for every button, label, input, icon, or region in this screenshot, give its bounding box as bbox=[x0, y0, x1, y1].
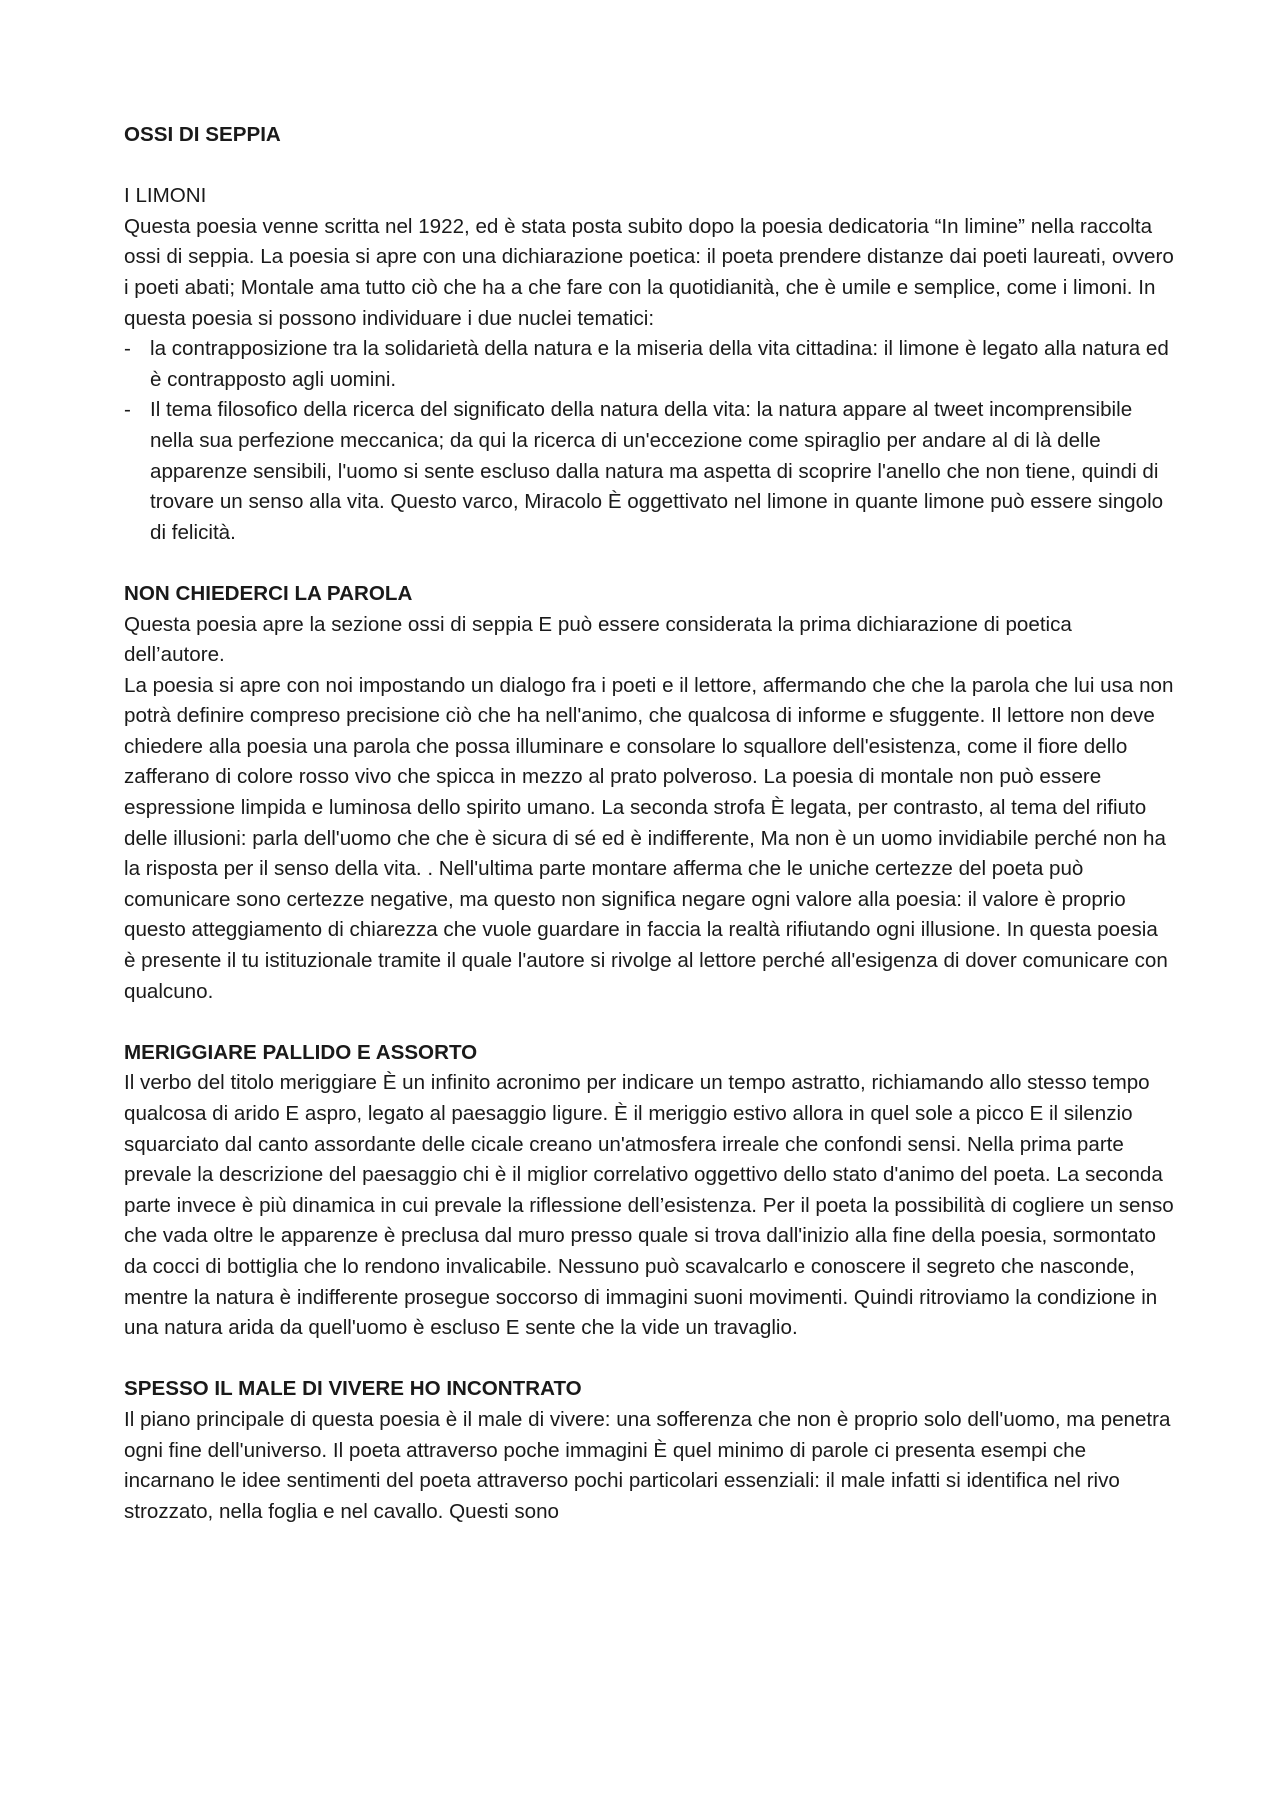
bullet-dash: - bbox=[124, 398, 131, 422]
section-paragraph: Il verbo del titolo meriggiare È un infinito acronimo per indicare un tempo astratto, richiamando allo stesso tempo qualcosa di arido E aspro, legato al paesaggio ligure. È il meriggio estivo allora in quel sole a picco E il silenzio squarciato dal canto assordante delle cicale creano un'atmosfera irreale che confondi sensi. Nella prima parte prevale la descrizione del paesaggio chi è il miglior correlativo oggettivo dello stato d'animo del poeta. La seconda parte invece è più dinamica in cui prevale la riflessione dell’esistenza. Per il poeta la possibilità di cogliere un senso che vada oltre le apparenze è preclusa dal muro presso quale si trova dall'inizio alla fine della poesia, sormontato da cocci di bottiglia che lo rendono invalicabile. Nessuno può scavalcarlo e conoscere il segreto che nasconde, mentre la natura è indifferente prosegue soccorso di immagini suoni movimenti. Quindi ritroviamo la condizione in una natura arida da quell'uomo è escluso E sente che la vide un travaglio. bbox=[124, 1071, 1174, 1340]
section-subtitle: I LIMONI bbox=[124, 184, 207, 208]
bullet-dash: - bbox=[124, 337, 131, 361]
document-title: OSSI DI SEPPIA bbox=[124, 123, 281, 146]
bullet-item bbox=[124, 395, 1174, 548]
section-title: SPESSO IL MALE DI VIVERE HO INCONTRATO bbox=[124, 1377, 582, 1401]
section-i-limoni bbox=[124, 181, 1174, 548]
section-non-chiederci-la-parola bbox=[124, 579, 1174, 1007]
bullet-text: Il tema filosofico della ricerca del significato della natura della vita: la natura appare al tweet incomprensibile nella sua perfezione meccanica; da qui la ricerca di un'eccezione come spiraglio per andare al di là delle apparenze sensibili, l'uomo si sente escluso dalla natura ma aspetta di scoprire l'anello che non tiene, quindi di trovare un senso alla vita. Questo varco, Miracolo È oggettivato nel limone in quante limone può essere singolo di felicità. bbox=[150, 398, 1164, 544]
section-title: MERIGGIARE PALLIDO E ASSORTO bbox=[124, 1040, 478, 1064]
document-page bbox=[124, 120, 1174, 1558]
section-title: NON CHIEDERCI LA PAROLA bbox=[124, 581, 413, 605]
bullet-list bbox=[124, 334, 1174, 548]
section-meriggiare-pallido-e-assorto bbox=[124, 1038, 1174, 1344]
section-paragraph: Il piano principale di questa poesia è il male di vivere: una sofferenza che non è proprio solo dell'uomo, ma penetra ogni fine dell'universo. Il poeta attraverso poche immagini È quel minimo di parole ci presenta esempi che incarnano le idee sentimenti del poeta attraverso pochi particolari essenziali: il male infatti si identifica nel rivo strozzato, nella foglia e nel cavallo. Questi sono bbox=[124, 1407, 1171, 1523]
bullet-text: la contrapposizione tra la solidarietà della natura e la miseria della vita cittadina: il limone è legato alla natura ed è contrapposto agli uomini. bbox=[150, 337, 1169, 391]
section-spesso-il-male-di-vivere bbox=[124, 1374, 1174, 1527]
section-paragraph: Questa poesia venne scritta nel 1922, ed è stata posta subito dopo la poesia dedicatoria “In limine” nella raccolta ossi di seppia. La poesia si apre con una dichiarazione poetica: il poeta prendere distanze dai poeti laureati, ovvero i poeti abati; Montale ama tutto ciò che ha a che fare con la quotidianità, che è umile e semplice, come i limoni. In questa poesia si possono individuare i due nuclei tematici: bbox=[124, 214, 1174, 330]
section-paragraph: Questa poesia apre la sezione ossi di seppia E può essere considerata la prima dichiarazione di poetica dell’autore. bbox=[124, 612, 1072, 667]
section-paragraph: La poesia si apre con noi impostando un dialogo fra i poeti e il lettore, affermando che che la parola che lui usa non potrà definire compreso precisione ciò che ha nell'animo, che qualcosa di informe e sfuggente. Il lettore non deve chiedere alla poesia una parola che possa illuminare e consolare lo squallore dell'esistenza, come il fiore dello zafferano di colore rosso vivo che spicca in mezzo al prato polveroso. La poesia di montale non può essere espressione limpida e luminosa dello spirito umano. La seconda strofa È legata, per contrasto, al tema del rifiuto delle illusioni: parla dell'uomo che che è sicura di sé ed è indifferente, Ma non è un uomo invidiabile perché non ha la risposta per il senso della vita. . Nell'ultima parte montare afferma che le uniche certezze del poeta può comunicare sono certezze negative, ma questo non significa negare ogni valore alla poesia: il valore è proprio questo atteggiamento di chiarezza che vuole guardare in faccia la realtà rifiutando ogni illusione. In questa poesia è presente il tu istituzionale tramite il quale l'autore si rivolge al lettore perché all'esigenza di dover comunicare con qualcuno. bbox=[124, 673, 1174, 1003]
bullet-item bbox=[124, 334, 1174, 395]
